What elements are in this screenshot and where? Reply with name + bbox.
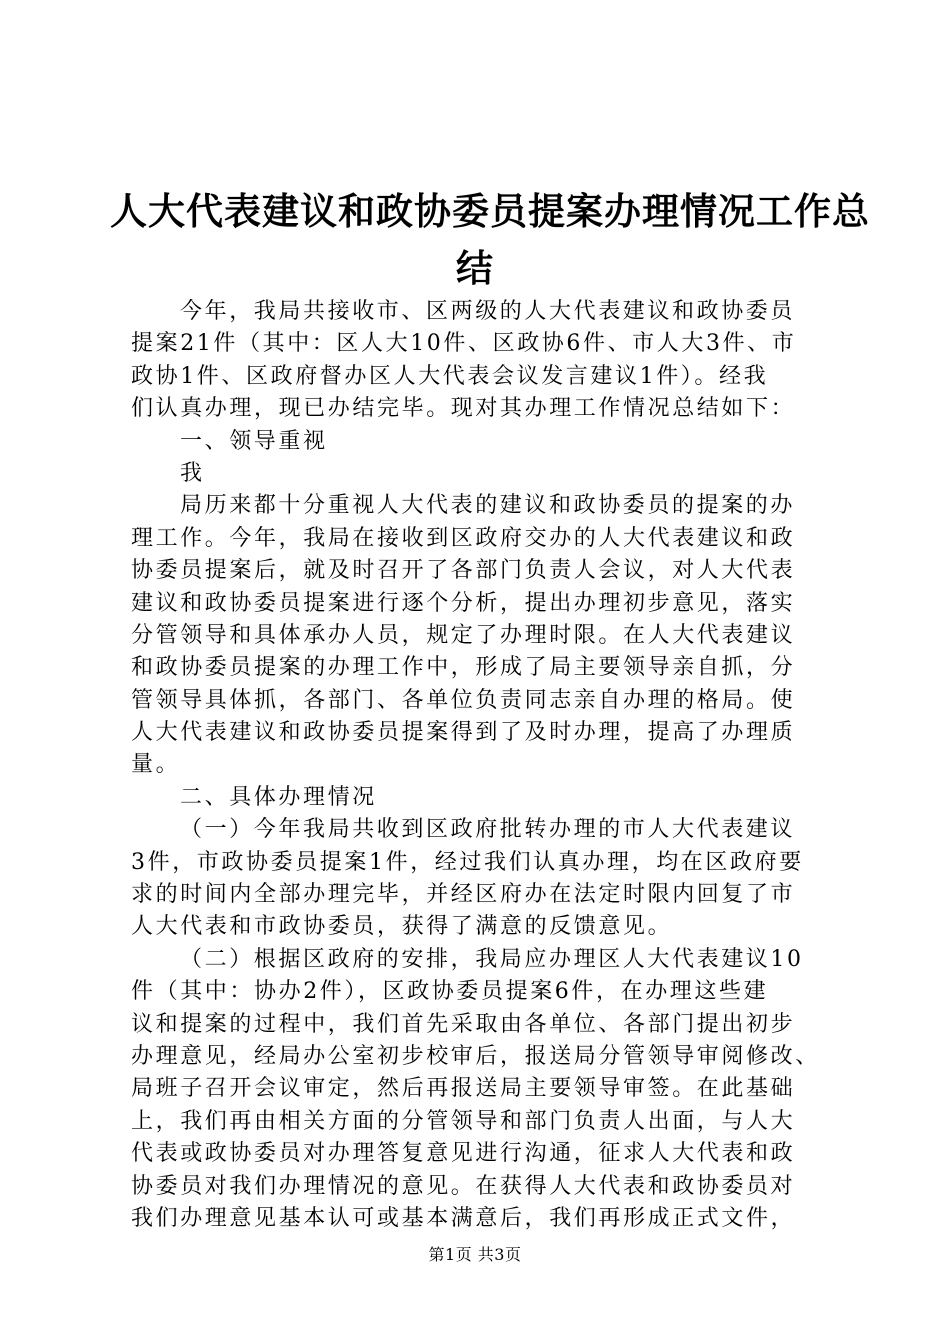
paragraph-line: 议和提案的过程中，我们首先采取由各单位、各部门提出初步 [131,1011,796,1037]
paragraph-line: 和政协委员提案的办理工作中，形成了局主要领导亲自抓，分 [131,655,796,681]
paragraph-line: 局班子召开会议审定，然后再报送局主要领导审签。在此基础 [131,1076,796,1102]
paragraph-line: 二、具体办理情况 [180,784,377,810]
paragraph-line: 们认真办理，现已办结完毕。现对其办理工作情况总结如下： [131,396,796,422]
paragraph-line: 求的时间内全部办理完毕，并经区府办在法定时限内回复了市 [131,882,796,908]
page-footer: 第1页 共3页 [428,1245,522,1264]
paragraph-line: 一、领导重视 [180,428,328,454]
paragraph-line: 分管领导和具体承办人员，规定了办理时限。在人大代表建议 [131,622,796,648]
paragraph-line: 3件，市政协委员提案1件，经过我们认真办理，均在区政府要 [131,849,804,875]
paragraph-line: 办理意见，经局办公室初步校审后，报送局分管领导审阅修改、 [131,1043,820,1069]
paragraph-line: 协委员对我们办理情况的意见。在获得人大代表和政协委员对 [131,1173,796,1199]
paragraph-line: 代表或政协委员对办理答复意见进行沟通，征求人大代表和政 [131,1141,796,1167]
paragraph-line: 我们办理意见基本认可或基本满意后，我们再形成正式文件， [131,1205,796,1231]
document-title-line-2: 结 [456,246,494,290]
paragraph-line: 理工作。今年，我局在接收到区政府交办的人大代表建议和政 [131,525,796,551]
paragraph-line: 建议和政协委员提案进行逐个分析，提出办理初步意见，落实 [131,590,796,616]
paragraph-line: 管领导具体抓，各部门、各单位负责同志亲自办理的格局。使 [131,687,796,713]
paragraph-line: 今年，我局共接收市、区两级的人大代表建议和政协委员 [180,299,796,324]
paragraph-line: 局历来都十分重视人大代表的建议和政协委员的提案的办 [180,493,796,519]
paragraph-line: 件（其中：协办2件），区政协委员提案6件，在办理这些建 [131,979,769,1005]
paragraph-line: 提案21件（其中：区人大10件、区政协6件、市人大3件、市 [131,331,797,357]
paragraph-line: 协委员提案后，就及时召开了各部门负责人会议，对人大代表 [131,558,796,584]
paragraph-line: 我 [180,460,205,486]
paragraph-line: （一）今年我局共收到区政府批转办理的市人大代表建议 [180,817,796,843]
paragraph-line: 上，我们再由相关方面的分管领导和部门负责人出面，与人大 [131,1108,796,1134]
paragraph-line: 政协1件、区政府督办区人大代表会议发言建议1件）。经我 [131,363,769,389]
document-title-line-1: 人大代表建议和政协委员提案办理情况工作总 [110,189,870,233]
paragraph-line: 人大代表和市政协委员，获得了满意的反馈意见。 [131,914,673,940]
document-body [131,296,831,1235]
paragraph-line: 人大代表建议和政协委员提案得到了及时办理，提高了办理质 [131,720,796,746]
paragraph-line: 量。 [131,752,181,778]
paragraph-line: （二）根据区政府的安排，我局应办理区人大代表建议10 [180,946,804,972]
